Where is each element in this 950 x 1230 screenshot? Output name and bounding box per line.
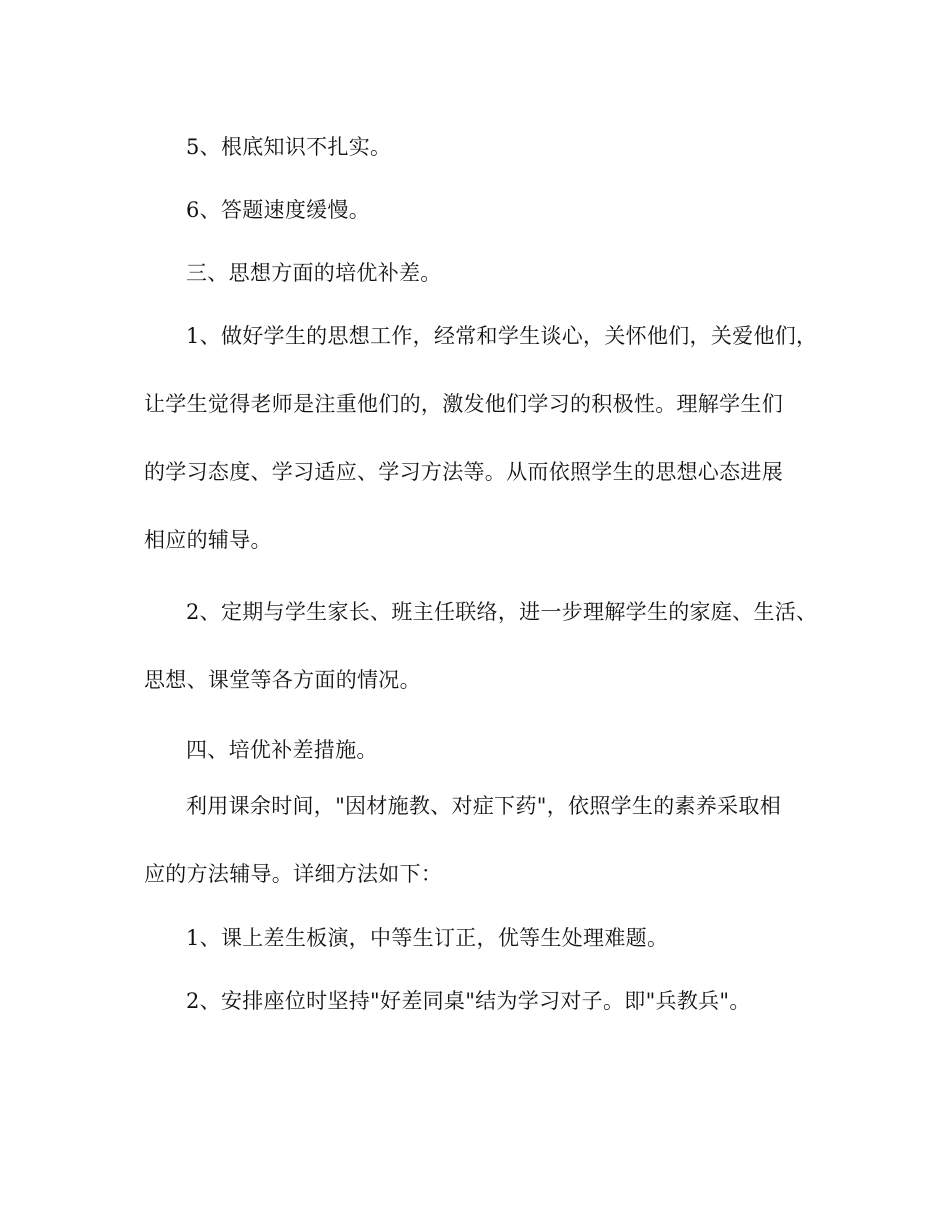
paragraph-line: 1、做好学生的思想工作，经常和学生谈心，关怀他们，关爱他们， [186,324,818,348]
paragraph-measure-1 [144,922,834,952]
paragraph-measures-intro [144,790,834,886]
paragraph-measure-2 [144,985,834,1015]
paragraph-thought-work [144,320,834,552]
paragraph-line: 6、答题速度缓慢。 [186,198,371,222]
paragraph-contact-parents [144,596,834,692]
paragraph-line: 利用课余时间，"因材施教、对症下药"，依照学生的素养采取相 [186,794,782,818]
paragraph-item-6 [144,194,834,224]
heading-line: 三、思想方面的培优补差。 [186,261,442,285]
paragraph-line: 的学习态度、学习适应、学习方法等。从而依照学生的思想心态进展 [144,460,783,484]
heading-line: 四、培优补差措施。 [186,738,378,762]
paragraph-line: 应的方法辅导。详细方法如下： [144,862,443,886]
section-heading-4 [144,734,834,764]
section-heading-3 [144,257,834,287]
paragraph-line: 1、课上差生板演，中等生订正，优等生处理难题。 [186,926,669,950]
paragraph-line: 思想、课堂等各方面的情况。 [144,668,421,692]
paragraph-line: 2、安排座位时坚持"好差同桌"结为学习对子。即"兵教兵"。 [186,989,751,1013]
paragraph-line: 5、根底知识不扎实。 [186,135,392,159]
paragraph-line: 2、定期与学生家长、班主任联络，进一步理解学生的家庭、生活、 [186,600,818,624]
paragraph-item-5 [144,131,834,161]
paragraph-line: 让学生觉得老师是注重他们的，激发他们学习的积极性。理解学生们 [144,392,783,416]
paragraph-line: 相应的辅导。 [144,528,272,552]
